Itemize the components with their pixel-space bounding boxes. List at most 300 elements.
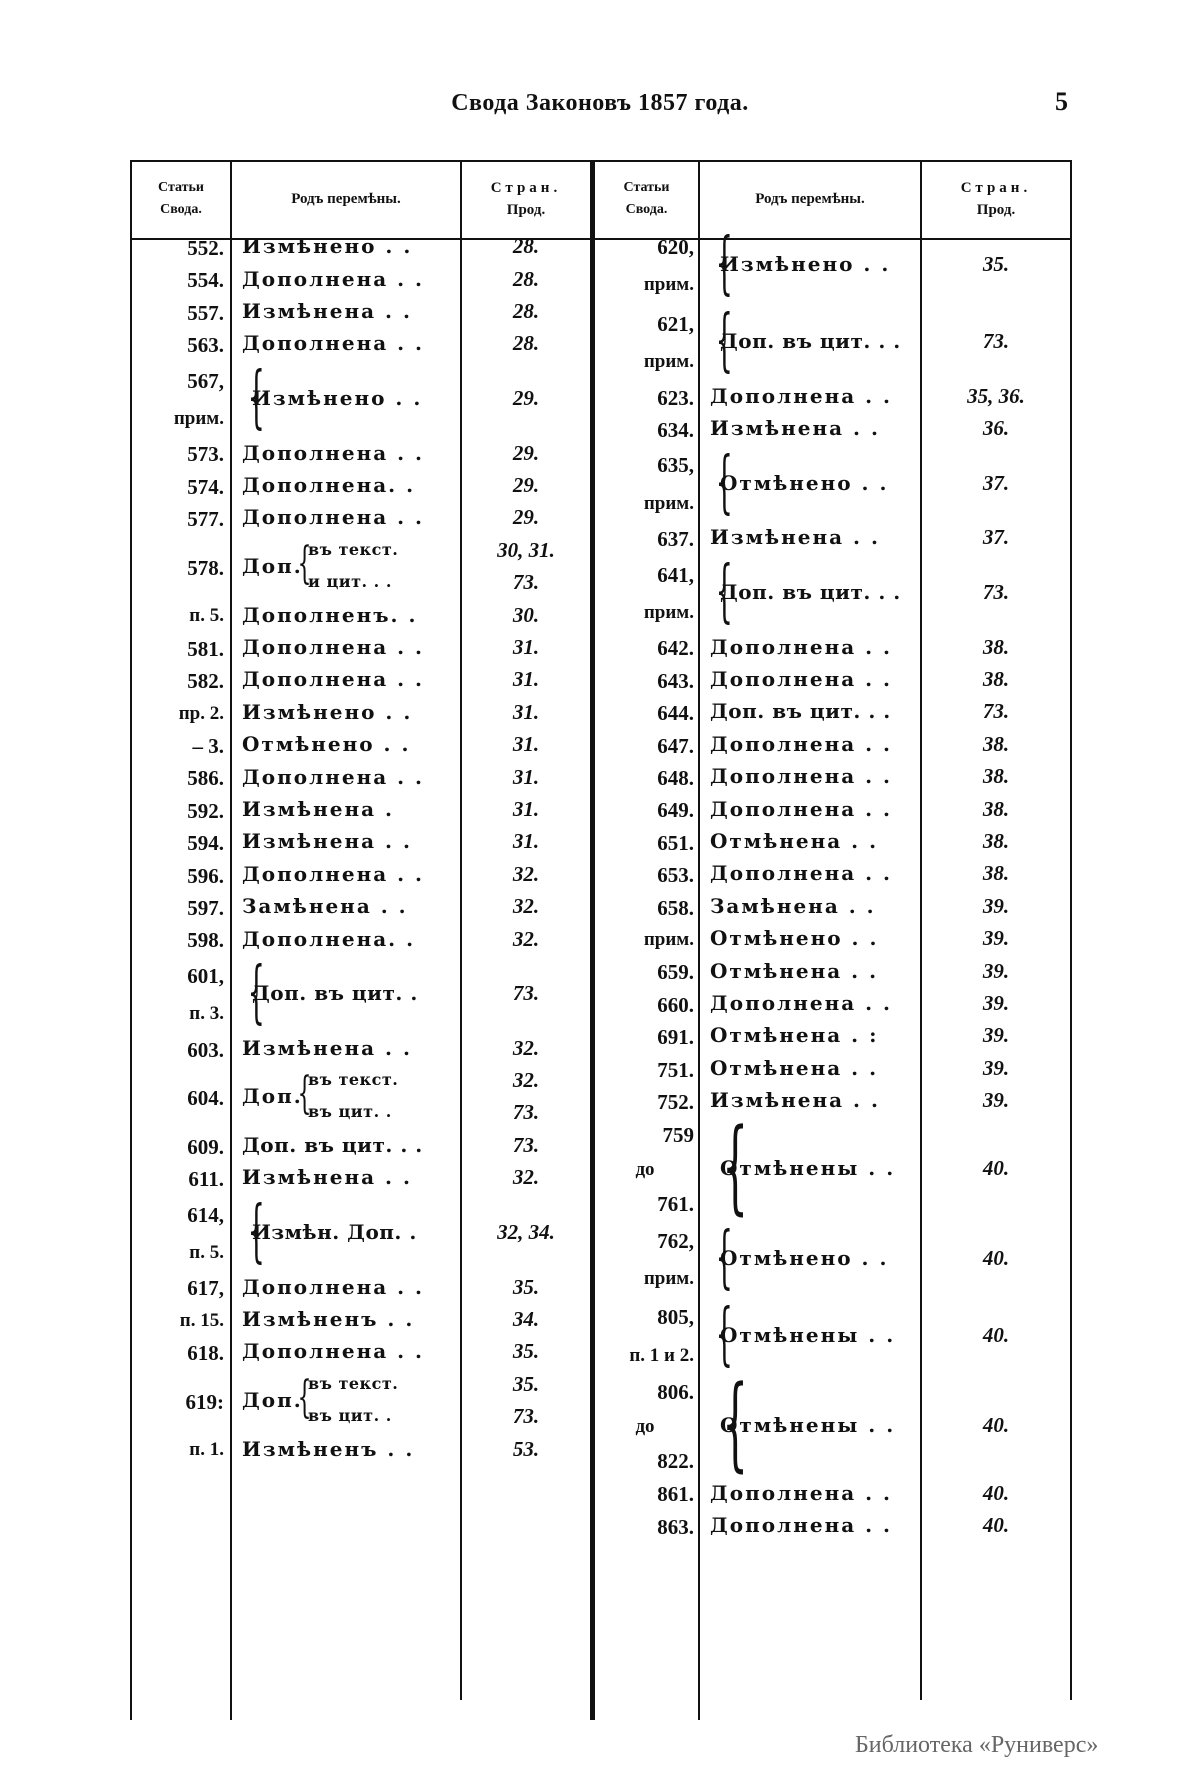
- change-kind-cell: [710, 762, 920, 794]
- change-kind-cell: [710, 956, 920, 988]
- change-kind-cell: [710, 859, 920, 891]
- article-line: 653.: [657, 863, 694, 888]
- change-kind-text: Дополнена . .: [242, 634, 425, 659]
- page-value: 38.: [982, 796, 1010, 821]
- change-kind-text: Дополнена . .: [710, 990, 893, 1015]
- article-cell: [596, 762, 694, 794]
- article-cell: [596, 1375, 694, 1478]
- page-value: 31.: [512, 667, 540, 692]
- header-line: Свода.: [160, 202, 202, 217]
- article-line: 822.: [657, 1448, 694, 1473]
- page-cell: [922, 523, 1070, 555]
- article-line: 601,: [187, 963, 224, 988]
- page-value: 40.: [982, 1480, 1010, 1505]
- table-row: [130, 794, 1070, 826]
- change-kind-text: Дополнена . .: [710, 731, 893, 756]
- page-value: 29.: [512, 505, 540, 530]
- article-cell: [596, 632, 694, 664]
- page-value: 29.: [512, 472, 540, 497]
- change-kind-cell: [710, 665, 920, 697]
- change-kind-text: Дополнена. .: [242, 472, 416, 497]
- table-row: [130, 632, 1070, 664]
- article-line: 563.: [187, 333, 224, 358]
- article-line: 603.: [187, 1037, 224, 1062]
- page-value: 34.: [512, 1306, 540, 1331]
- change-kind-text: Дополненъ. .: [242, 602, 418, 627]
- page-value: 35.: [512, 1274, 540, 1299]
- page-cell: [922, 924, 1070, 956]
- table-row: [130, 1086, 1070, 1118]
- article-line: прим.: [173, 407, 224, 429]
- page-value: 37.: [982, 470, 1010, 495]
- page-value: 31.: [512, 699, 540, 724]
- change-kind-prefix: Доп.: [242, 1387, 303, 1412]
- article-line: 691.: [657, 1025, 694, 1050]
- page-value: 32.: [512, 894, 540, 919]
- article-line: 614,: [187, 1202, 224, 1227]
- change-kind-cell: [710, 1107, 920, 1226]
- article-line: 619:: [185, 1389, 224, 1414]
- article-line: п. 5.: [189, 1241, 224, 1263]
- article-line: 863.: [657, 1514, 694, 1539]
- page-cell: [922, 1222, 1070, 1299]
- article-line: 651.: [657, 830, 694, 855]
- header-line: Свода.: [625, 202, 668, 217]
- header-line: Статьи: [158, 180, 204, 195]
- article-cell: [596, 730, 694, 762]
- change-kind-text: Отмѣнена . .: [710, 1055, 879, 1080]
- change-kind-text: Дополнена . .: [710, 634, 893, 659]
- change-kind-text: Отмѣнены . .: [720, 1155, 896, 1180]
- article-line: 751.: [657, 1057, 694, 1082]
- page-value: 31.: [512, 829, 540, 854]
- brace-icon: {: [247, 953, 266, 1033]
- change-kind-text: Измѣнено . .: [720, 252, 891, 277]
- page-value: 35.: [512, 1371, 540, 1396]
- change-kind-text: Дополнена . .: [710, 1512, 893, 1537]
- change-kind-cell: [710, 1021, 920, 1053]
- page-value: 73.: [982, 699, 1010, 724]
- change-kind-cell: [710, 523, 920, 555]
- article-cell: [596, 305, 694, 382]
- article-cell: [596, 1054, 694, 1086]
- change-kind-text: Измѣненъ . .: [242, 1436, 415, 1461]
- article-cell: [596, 1021, 694, 1053]
- page-value: 32.: [512, 1035, 540, 1060]
- article-cell: [596, 556, 694, 633]
- article-line: 597.: [187, 896, 224, 920]
- article-line: п. 1 и 2.: [629, 1344, 694, 1366]
- page-value: 40.: [982, 1245, 1010, 1270]
- change-kind-text: Измѣнена . .: [710, 1088, 880, 1113]
- page-value: 38.: [982, 634, 1010, 659]
- change-kind-cell: [710, 1478, 920, 1510]
- article-line: 609.: [187, 1134, 224, 1159]
- change-kind-text: Измѣнена . .: [242, 1165, 412, 1190]
- article-cell: [596, 892, 694, 924]
- change-kind-text: Дополнена . .: [710, 861, 893, 886]
- page-value: 31.: [512, 732, 540, 757]
- page-value: 73.: [512, 1132, 540, 1157]
- change-kind-text: Измѣнена . .: [242, 829, 412, 854]
- change-kind-text: Дополнена . .: [242, 440, 425, 465]
- page-value: 40.: [982, 1412, 1010, 1437]
- article-line: 552.: [187, 236, 224, 260]
- change-kind-text: Дополнена . .: [242, 505, 425, 530]
- page-value: 39.: [982, 893, 1010, 918]
- page-cell: [922, 556, 1070, 633]
- page-value: 40.: [982, 1322, 1010, 1347]
- article-cell: [596, 414, 694, 446]
- article-line: 644.: [657, 701, 694, 726]
- article-line: п. 5.: [189, 605, 224, 627]
- change-kind-sub: въ цит. .: [308, 1405, 392, 1425]
- article-cell: [596, 1478, 694, 1510]
- change-kind-cell: [710, 1054, 920, 1086]
- article-line: 557.: [187, 300, 224, 325]
- table-row: [130, 730, 1070, 762]
- header-article-left: [132, 168, 230, 230]
- page-value: 73.: [512, 981, 540, 1006]
- page-cell: [922, 956, 1070, 988]
- change-kind-text: Отмѣнена . :: [710, 1023, 879, 1048]
- page-cell: [922, 446, 1070, 523]
- header-line: Прод.: [976, 202, 1016, 218]
- article-line: 752.: [657, 1090, 694, 1114]
- change-kind-text: Доп. въ цит. . .: [710, 699, 891, 724]
- article-line: прим.: [643, 929, 694, 950]
- page-cell: [922, 892, 1070, 924]
- table-row: [130, 224, 1070, 305]
- change-kind-text: Дополнена . .: [242, 764, 425, 789]
- article-line: 618.: [187, 1341, 224, 1366]
- page-cell: [922, 414, 1070, 446]
- page-value: 30, 31.: [497, 537, 555, 562]
- article-line: 594.: [187, 831, 224, 856]
- brace-icon: {: [297, 1068, 313, 1120]
- change-kind-cell: [710, 730, 920, 762]
- page-value: 40.: [982, 1155, 1010, 1180]
- article-line: 761.: [657, 1192, 694, 1217]
- brace-icon: {: [715, 1294, 734, 1374]
- article-line: 635,: [657, 453, 694, 478]
- article-cell: [596, 1298, 694, 1375]
- change-kind-text: Отмѣнены . .: [720, 1322, 896, 1347]
- header-kind-left: Родъ перемѣны.: [291, 191, 401, 207]
- article-line: 660.: [657, 992, 694, 1017]
- page-cell: [922, 697, 1070, 729]
- article-cell: [596, 1222, 694, 1299]
- article-line: – 3.: [192, 734, 224, 758]
- change-kind-sub: въ цит. .: [308, 1102, 392, 1122]
- article-cell: [596, 859, 694, 891]
- change-kind-cell: [710, 892, 920, 924]
- change-kind-sub: и цит. . .: [308, 571, 392, 591]
- change-kind-cell: [710, 827, 920, 859]
- changes-table: [130, 160, 1070, 1720]
- header-page-left: [462, 168, 590, 230]
- article-cell: [596, 827, 694, 859]
- table-top-rule: [130, 160, 1072, 162]
- table-row: [130, 924, 1070, 956]
- page-value: 32.: [512, 861, 540, 886]
- article-cell: [596, 382, 694, 414]
- page-value: 73.: [512, 1403, 540, 1428]
- page-value: 31.: [512, 796, 540, 821]
- brace-icon: {: [722, 1363, 749, 1483]
- change-kind-text: Дополнена . .: [710, 796, 893, 821]
- article-cell: [596, 446, 694, 523]
- page-value: 31.: [512, 764, 540, 789]
- change-kind-cell: [710, 989, 920, 1021]
- change-kind-sub: въ текст.: [308, 1373, 399, 1393]
- page-cell: [922, 665, 1070, 697]
- article-line: 642.: [657, 636, 694, 661]
- page-cell: [922, 859, 1070, 891]
- change-kind-cell: [710, 551, 920, 633]
- page-cell: [922, 1375, 1070, 1478]
- article-line: 586.: [187, 766, 224, 791]
- change-kind-text: Отмѣнена . .: [710, 958, 879, 983]
- table-row: [130, 382, 1070, 414]
- change-kind-text: Доп. въ цит. . .: [242, 1132, 423, 1157]
- article-line: прим.: [643, 274, 694, 296]
- change-kind-text: Измѣн. Доп. .: [252, 1219, 417, 1244]
- article-line: 574.: [187, 474, 224, 499]
- page-value: 38.: [982, 764, 1010, 789]
- article-line: 861.: [657, 1482, 694, 1507]
- table-row: [130, 523, 1070, 555]
- article-line: 641,: [657, 562, 694, 587]
- article-line: 648.: [657, 766, 694, 790]
- page-value: 32, 34.: [497, 1219, 555, 1244]
- change-kind-cell: [710, 382, 920, 414]
- change-kind-cell: [710, 924, 920, 956]
- change-kind-text: Измѣнена .: [242, 796, 394, 821]
- change-kind-cell: [710, 224, 920, 305]
- change-kind-prefix: Доп.: [242, 553, 303, 578]
- change-kind-text: Доп. въ цит. . .: [720, 579, 901, 604]
- page-value: 32.: [512, 1068, 540, 1092]
- library-watermark: Библиотека «Руниверс»: [855, 1732, 1099, 1758]
- article-line: до: [635, 1415, 655, 1437]
- article-line: 620,: [657, 235, 694, 259]
- header-line: Стран.: [960, 180, 1032, 196]
- article-line: 759: [662, 1123, 694, 1148]
- article-line: п. 15.: [179, 1309, 224, 1331]
- page-cell: [922, 1086, 1070, 1118]
- brace-icon: {: [247, 357, 266, 437]
- page-value: 37.: [982, 525, 1010, 550]
- table-row: [130, 1363, 1070, 1483]
- table-row: [130, 1511, 1070, 1543]
- page-cell: [922, 1298, 1070, 1375]
- article-line: прим.: [643, 1267, 694, 1289]
- table-row: [130, 1054, 1070, 1086]
- page-value: 53.: [512, 1436, 540, 1461]
- change-kind-cell: [710, 1363, 920, 1483]
- brace-icon: {: [715, 224, 734, 304]
- article-cell: [596, 228, 694, 305]
- article-line: 598.: [187, 928, 224, 953]
- change-kind-text: Отмѣнено . .: [710, 926, 879, 951]
- page-value: 39.: [982, 1023, 1010, 1048]
- table-row: [130, 301, 1070, 382]
- page-value: 29.: [512, 385, 540, 410]
- article-line: прим.: [643, 351, 694, 373]
- page-value: 73.: [982, 579, 1010, 604]
- page-value: 32.: [512, 1165, 540, 1190]
- running-header-title: Свода Законовъ 1857 года.: [451, 90, 749, 116]
- article-line: 567,: [187, 368, 224, 393]
- table-row: [130, 442, 1070, 523]
- table-row: [130, 827, 1070, 859]
- page-value: 35, 36.: [967, 383, 1025, 408]
- page-value: 31.: [512, 634, 540, 659]
- page-value: 35.: [512, 1339, 540, 1364]
- table-row: [130, 1217, 1070, 1299]
- table-row: [130, 892, 1070, 924]
- page-value: 39.: [982, 926, 1010, 951]
- page-value: 39.: [982, 1088, 1010, 1113]
- article-cell: [596, 1511, 694, 1543]
- article-line: 623.: [657, 385, 694, 410]
- page-cell: [922, 794, 1070, 826]
- page-cell: [922, 632, 1070, 664]
- table-row: [130, 956, 1070, 988]
- change-kind-text: Отмѣнено . .: [720, 470, 889, 495]
- article-cell: [596, 523, 694, 555]
- change-kind-text: Замѣнена . .: [710, 893, 876, 918]
- page-value: 39.: [982, 990, 1010, 1015]
- article-line: 637.: [657, 527, 694, 552]
- article-line: 805,: [657, 1305, 694, 1330]
- brace-icon: {: [247, 1191, 266, 1271]
- article-cell: [596, 794, 694, 826]
- change-kind-text: Дополнена . .: [242, 861, 425, 886]
- page-value: 32.: [512, 926, 540, 951]
- change-kind-text: Дополнена. .: [242, 926, 416, 951]
- brace-icon: {: [297, 1371, 313, 1423]
- article-line: 617,: [187, 1276, 224, 1301]
- article-cell: [596, 665, 694, 697]
- article-line: прим.: [643, 492, 694, 514]
- article-line: 596.: [187, 863, 224, 888]
- header-kind-right: Родъ перемѣны.: [755, 191, 865, 207]
- page-cell: [922, 730, 1070, 762]
- article-line: 577.: [187, 507, 224, 532]
- table-row: [130, 762, 1070, 794]
- change-kind-text: Измѣнена . .: [710, 416, 880, 441]
- page-value: 36.: [982, 416, 1010, 441]
- page-value: 35.: [982, 252, 1010, 277]
- page-value: 73.: [982, 329, 1010, 354]
- article-cell: [596, 924, 694, 956]
- article-cell: [596, 1086, 694, 1118]
- article-cell: [596, 989, 694, 1021]
- article-line: п. 3.: [189, 1003, 224, 1025]
- change-kind-text: Измѣнено . .: [242, 699, 413, 724]
- change-kind-cell: [710, 1217, 920, 1299]
- change-kind-text: Дополнена . .: [242, 331, 425, 356]
- brace-icon: {: [722, 1107, 749, 1226]
- brace-icon: {: [297, 537, 313, 589]
- article-line: пр. 2.: [178, 702, 224, 724]
- article-line: 643.: [657, 668, 694, 693]
- article-line: 647.: [657, 733, 694, 758]
- change-kind-text: Дополнена . .: [242, 266, 425, 291]
- page-value: 39.: [982, 958, 1010, 983]
- table-row: [130, 859, 1070, 891]
- page-value: 38.: [982, 731, 1010, 756]
- page-value: 28.: [512, 298, 540, 323]
- change-kind-text: Доп. въ цит. . .: [720, 329, 901, 354]
- change-kind-text: Отмѣнена . .: [710, 828, 879, 853]
- change-kind-cell: [710, 697, 920, 729]
- right-border: [1070, 160, 1072, 1700]
- change-kind-text: Замѣнена . .: [242, 894, 408, 919]
- change-kind-cell: [710, 794, 920, 826]
- table-row: [130, 697, 1070, 729]
- article-line: 592.: [187, 798, 224, 823]
- page-cell: [922, 305, 1070, 382]
- page-value: 39.: [982, 1055, 1010, 1080]
- change-kind-text: Измѣненъ . .: [242, 1306, 415, 1331]
- table-row: [130, 665, 1070, 697]
- brace-icon: {: [715, 301, 734, 381]
- page-value: 28.: [512, 234, 540, 259]
- page-value: 28.: [512, 266, 540, 291]
- article-line: 604.: [187, 1086, 224, 1110]
- change-kind-text: Дополнена . .: [710, 666, 893, 691]
- page-cell: [922, 382, 1070, 414]
- change-kind-sub: въ текст.: [308, 539, 399, 559]
- article-line: 806.: [657, 1380, 694, 1405]
- article-line: 621,: [657, 311, 694, 336]
- change-kind-text: Измѣнено . .: [242, 234, 413, 259]
- article-line: 659.: [657, 960, 694, 985]
- article-line: 634.: [657, 418, 694, 442]
- change-kind-text: Отмѣнено . .: [242, 732, 411, 757]
- change-kind-text: Дополнена . .: [242, 667, 425, 692]
- page-cell: [922, 1021, 1070, 1053]
- article-line: 611.: [188, 1167, 224, 1192]
- article-cell: [596, 956, 694, 988]
- header-line: Прод.: [506, 202, 546, 218]
- change-kind-prefix: Доп.: [242, 1084, 303, 1109]
- page-cell: [922, 762, 1070, 794]
- page-value: 38.: [982, 666, 1010, 691]
- header-line: Статьи: [623, 180, 670, 195]
- article-line: 573.: [187, 442, 224, 467]
- article-cell: [596, 1118, 694, 1221]
- table-row: [130, 551, 1070, 633]
- brace-icon: {: [715, 442, 734, 522]
- page-value: 73.: [512, 1100, 540, 1125]
- table-row: [130, 1294, 1070, 1375]
- change-kind-text: Дополнена . .: [710, 764, 893, 789]
- change-kind-cell: [710, 1511, 920, 1543]
- change-kind-sub: въ текст.: [308, 1070, 399, 1089]
- page-value: 28.: [512, 331, 540, 356]
- page-cell: [922, 228, 1070, 305]
- table-row: [130, 989, 1070, 1021]
- change-kind-text: Отмѣнено . .: [720, 1245, 889, 1270]
- table-row: [130, 1021, 1070, 1053]
- change-kind-text: Измѣнена . .: [710, 525, 880, 550]
- article-line: п. 1.: [189, 1439, 224, 1461]
- header-line: Стран.: [490, 180, 562, 196]
